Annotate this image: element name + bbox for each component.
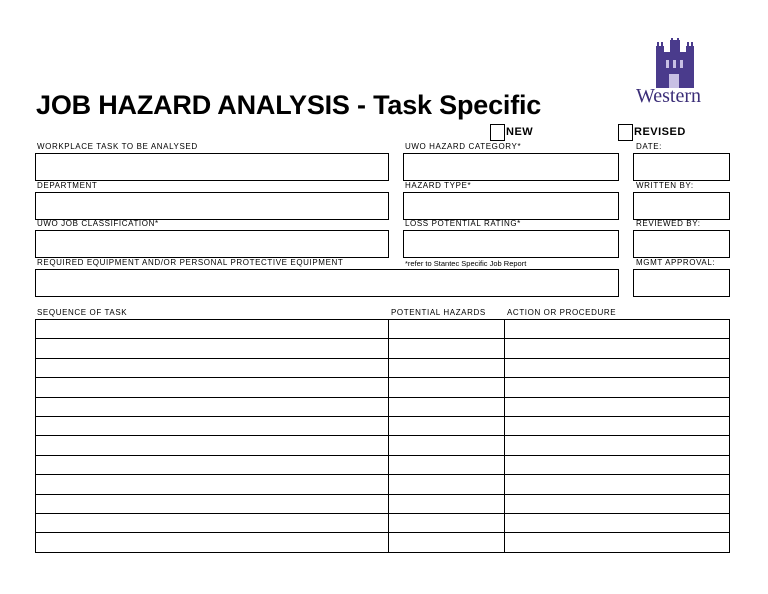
job-classification-field[interactable]	[35, 230, 389, 258]
hazard-cell[interactable]	[389, 320, 505, 339]
table-row	[36, 378, 730, 397]
col-header-hazards: POTENTIAL HAZARDS	[391, 308, 486, 317]
hazard-cell[interactable]	[389, 513, 505, 532]
new-checkbox[interactable]	[490, 124, 505, 141]
loss-potential-label: LOSS POTENTIAL RATING*	[405, 219, 521, 228]
revised-checkbox[interactable]	[618, 124, 633, 141]
action-cell[interactable]	[505, 339, 730, 358]
table-row	[36, 455, 730, 474]
job-classification-label: UWO JOB CLASSIFICATION*	[37, 219, 159, 228]
action-cell[interactable]	[505, 416, 730, 435]
sequence-cell[interactable]	[36, 339, 389, 358]
sequence-cell[interactable]	[36, 378, 389, 397]
hazard-cell[interactable]	[389, 358, 505, 377]
sequence-cell[interactable]	[36, 533, 389, 552]
table-row	[36, 436, 730, 455]
col-header-action: ACTION OR PROCEDURE	[507, 308, 617, 317]
western-logo	[636, 38, 712, 108]
hazard-type-field[interactable]	[403, 192, 619, 220]
hazard-cell[interactable]	[389, 416, 505, 435]
hazard-cell[interactable]	[389, 436, 505, 455]
sequence-cell[interactable]	[36, 397, 389, 416]
workplace-task-field[interactable]	[35, 153, 389, 181]
sequence-cell[interactable]	[36, 358, 389, 377]
action-cell[interactable]	[505, 455, 730, 474]
action-cell[interactable]	[505, 475, 730, 494]
written-by-label: WRITTEN BY:	[636, 181, 694, 190]
action-cell[interactable]	[505, 436, 730, 455]
sequence-cell[interactable]	[36, 416, 389, 435]
written-by-field[interactable]	[633, 192, 730, 220]
workplace-task-label: WORKPLACE TASK TO BE ANALYSED	[37, 142, 198, 151]
hazard-cell[interactable]	[389, 533, 505, 552]
action-cell[interactable]	[505, 513, 730, 532]
logo-wordmark: Western	[636, 85, 702, 107]
sequence-cell[interactable]	[36, 475, 389, 494]
mgmt-approval-field[interactable]	[633, 269, 730, 297]
table-row	[36, 397, 730, 416]
action-cell[interactable]	[505, 358, 730, 377]
table-row	[36, 513, 730, 532]
date-field[interactable]	[633, 153, 730, 181]
table-row	[36, 358, 730, 377]
department-label: DEPARTMENT	[37, 181, 98, 190]
mgmt-approval-label: MGMT APPROVAL:	[636, 258, 716, 267]
hazard-type-label: HAZARD TYPE*	[405, 181, 472, 190]
page-title: JOB HAZARD ANALYSIS - Task Specific	[36, 90, 542, 120]
loss-potential-field[interactable]	[403, 230, 619, 258]
table-row	[36, 533, 730, 552]
action-cell[interactable]	[505, 397, 730, 416]
action-cell[interactable]	[505, 533, 730, 552]
university-tower-icon	[636, 38, 712, 88]
required-equipment-field[interactable]	[35, 269, 619, 297]
hazard-category-field[interactable]	[403, 153, 619, 181]
department-field[interactable]	[35, 192, 389, 220]
table-row	[36, 320, 730, 339]
sequence-cell[interactable]	[36, 513, 389, 532]
col-header-sequence: SEQUENCE OF TASK	[37, 308, 128, 317]
hazard-cell[interactable]	[389, 455, 505, 474]
sequence-cell[interactable]	[36, 320, 389, 339]
revised-checkbox-label: REVISED	[634, 126, 686, 138]
reviewed-by-label: REVIEWED BY:	[636, 219, 701, 228]
action-cell[interactable]	[505, 320, 730, 339]
hazard-cell[interactable]	[389, 378, 505, 397]
reviewed-by-field[interactable]	[633, 230, 730, 258]
required-equipment-label: REQUIRED EQUIPMENT AND/OR PERSONAL PROTECTIVE EQUIPMENT	[37, 258, 344, 267]
hazard-cell[interactable]	[389, 397, 505, 416]
sequence-cell[interactable]	[36, 494, 389, 513]
hazard-category-label: UWO HAZARD CATEGORY*	[405, 142, 522, 151]
action-cell[interactable]	[505, 494, 730, 513]
date-label: DATE:	[636, 142, 662, 151]
action-cell[interactable]	[505, 378, 730, 397]
refer-note: *refer to Stantec Specific Job Report	[405, 259, 527, 268]
hazard-cell[interactable]	[389, 494, 505, 513]
sequence-cell[interactable]	[36, 455, 389, 474]
table-row	[36, 475, 730, 494]
sequence-cell[interactable]	[36, 436, 389, 455]
task-table	[35, 319, 730, 553]
table-row	[36, 339, 730, 358]
new-checkbox-label: NEW	[506, 126, 534, 138]
hazard-cell[interactable]	[389, 475, 505, 494]
table-row	[36, 494, 730, 513]
table-row	[36, 416, 730, 435]
hazard-cell[interactable]	[389, 339, 505, 358]
